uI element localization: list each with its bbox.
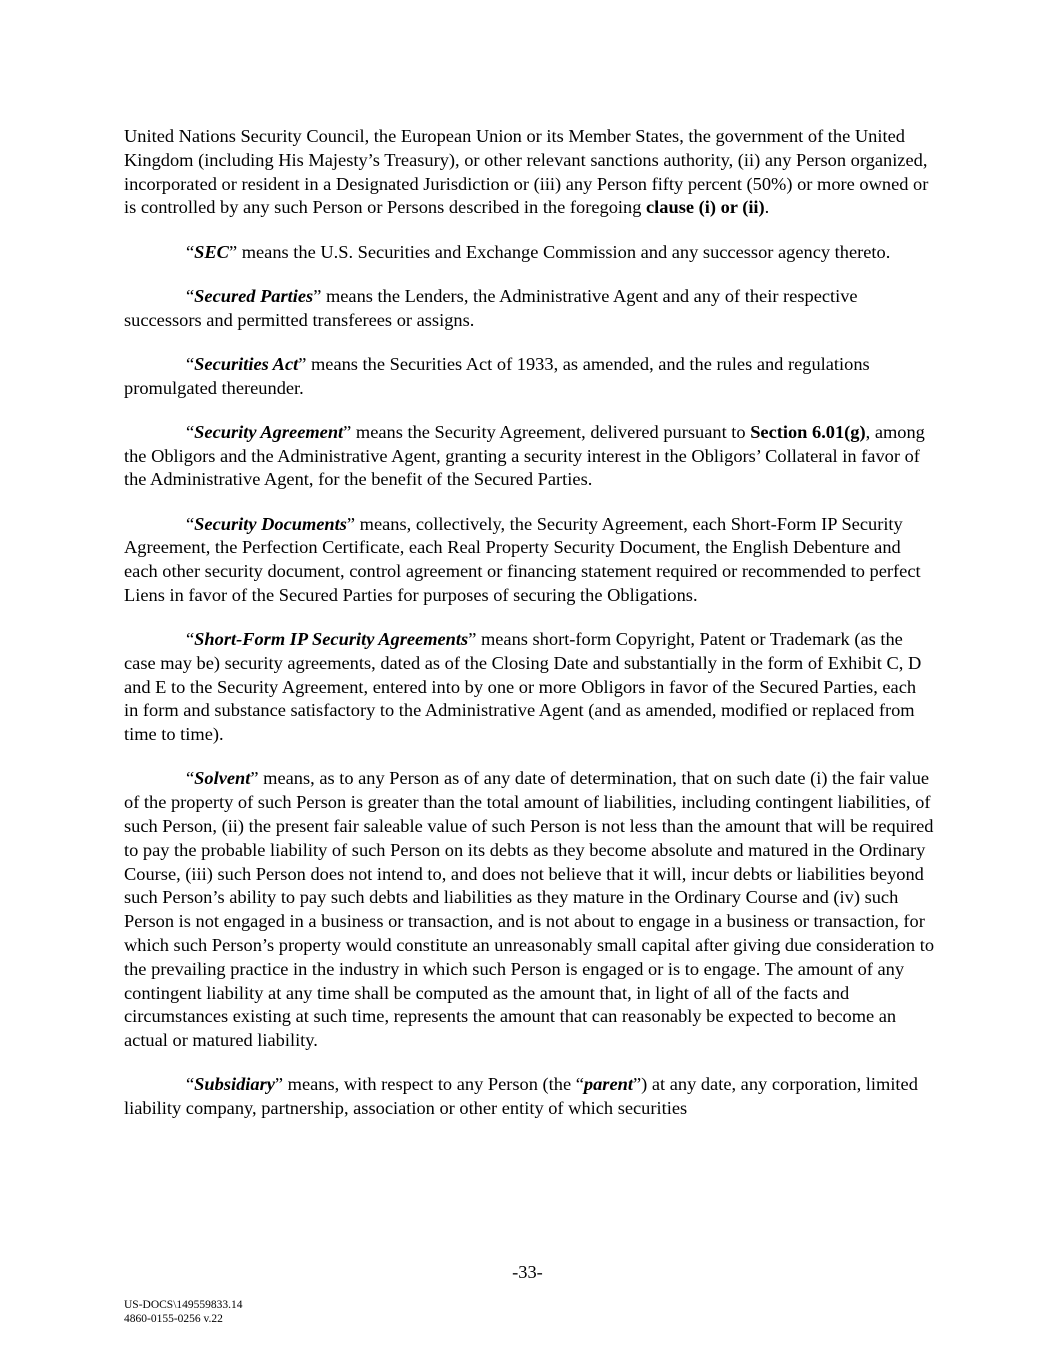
paragraph-text: ” means the Lenders, the Administrative Agent and any of their respective successors and permitted transferees or assigns.: [124, 285, 858, 330]
footer-version: 4860-0155-0256 v.22: [124, 1313, 223, 1325]
paragraph-text: ” means the Security Agreement, delivered pursuant to: [343, 421, 751, 442]
paragraph-text: “: [186, 241, 195, 262]
definition-paragraph: [124, 421, 934, 492]
paragraph-text: ” means short-form Copyright, Patent or Trademark (as the case may be) security agreements, dated as of the Closing Date and substantially in the form of Exhibit C, D and E to the Security Agreement, entered into by one or more Obligors in favor of the Secured Parties, each in form and substance satisfactory to the Administrative Agent (and as amended, modified or replaced from time to time).: [124, 629, 922, 745]
defined-term: Short-Form IP Security Agreements: [194, 629, 469, 650]
definition-paragraph: [124, 628, 934, 747]
paragraph-text: “: [186, 768, 195, 789]
document-footer: [124, 1298, 243, 1326]
paragraph-text: “: [186, 513, 195, 534]
paragraph-text: ” means, with respect to any Person (the “: [274, 1074, 584, 1095]
paragraph-text: ” means the Securities Act of 1933, as amended, and the rules and regulations promulgated thereunder.: [124, 353, 870, 398]
continuation-paragraph: [124, 125, 934, 220]
defined-term: Securities Act: [194, 353, 299, 374]
cross-reference: Section 6.01(g): [750, 421, 866, 442]
definition-paragraph: [124, 241, 934, 265]
cross-reference: clause (i) or (ii): [646, 197, 765, 218]
definition-paragraph: [124, 353, 934, 401]
footer-doc-id: US-DOCS\149559833.14: [124, 1299, 243, 1311]
defined-term: Security Agreement: [194, 421, 344, 442]
document-body: [124, 125, 934, 1141]
paragraph-text: ” means, collectively, the Security Agreement, each Short-Form IP Security Agreement, the Perfection Certificate, each Real Property Security Document, the English Debenture and each other security document, control agreement or financing statement required or recommended to perfect Liens in favor of the Secured Parties for purposes of securing the Obligations.: [124, 513, 921, 605]
paragraph-text: ” means, as to any Person as of any date of determination, that on such date (i) the fair value of the property of such Person is greater than the total amount of liabilities, including contingent liabilities, of such Person, (ii) the present fair saleable value of such Person is not less than the amount that will be required to pay the probable liability of such Person on its debts as they become absolute and matured in the Ordinary Course, (iii) such Person does not intend to, and does not believe that it will, incur debts or liabilities beyond such Person’s ability to pay such debts and liabilities as they mature in the Ordinary Course and (iv) such Person is not engaged in a business or transaction, and is not about to engage in a business or transaction, for which such Person’s property would constitute an unreasonably small capital after giving due consideration to the prevailing practice in the industry in which such Person is engaged or is to engage. The amount of any contingent liability at any time shall be computed as the amount that, in light of all of the facts and circumstances existing at such time, represents the amount that can reasonably be expected to become an actual or matured liability.: [124, 768, 935, 1051]
paragraph-text: ”) at any date, any corporation, limited liability company, partnership, association or other entity of which securities: [124, 1074, 918, 1119]
defined-term: Solvent: [194, 768, 251, 789]
defined-term: Subsidiary: [194, 1074, 275, 1095]
defined-term: parent: [583, 1074, 633, 1095]
paragraph-text: .: [764, 197, 770, 218]
paragraph-text: ” means the U.S. Securities and Exchange Commission and any successor agency thereto.: [228, 241, 891, 262]
paragraph-text: “: [186, 1074, 195, 1095]
defined-term: Security Documents: [194, 513, 347, 534]
definition-paragraph: [124, 767, 934, 1053]
defined-term: SEC: [194, 241, 229, 262]
page-number: -33-: [512, 1262, 543, 1282]
paragraph-text: , among the Obligors and the Administrative Agent, granting a security interest in the Obligors’ Collateral in favor of the Administrative Agent, for the benefit of the Secured Parties.: [124, 421, 925, 490]
defined-term: Secured Parties: [194, 285, 314, 306]
paragraph-text: “: [186, 285, 195, 306]
paragraph-text: United Nations Security Council, the European Union or its Member States, the government of the United Kingdom (including His Majesty’s Treasury), or other relevant sanctions authority, (ii) any Person organized, incorporated or resident in a Designated Jurisdiction or (iii) any Person fifty percent (50%) or more owned or is controlled by any such Person or Persons described in the foregoing: [124, 126, 929, 218]
definition-paragraph: [124, 285, 934, 333]
definition-paragraph: [124, 513, 934, 608]
paragraph-text: “: [186, 629, 195, 650]
definition-paragraph: [124, 1073, 934, 1121]
paragraph-text: “: [186, 421, 195, 442]
paragraph-text: “: [186, 353, 195, 374]
